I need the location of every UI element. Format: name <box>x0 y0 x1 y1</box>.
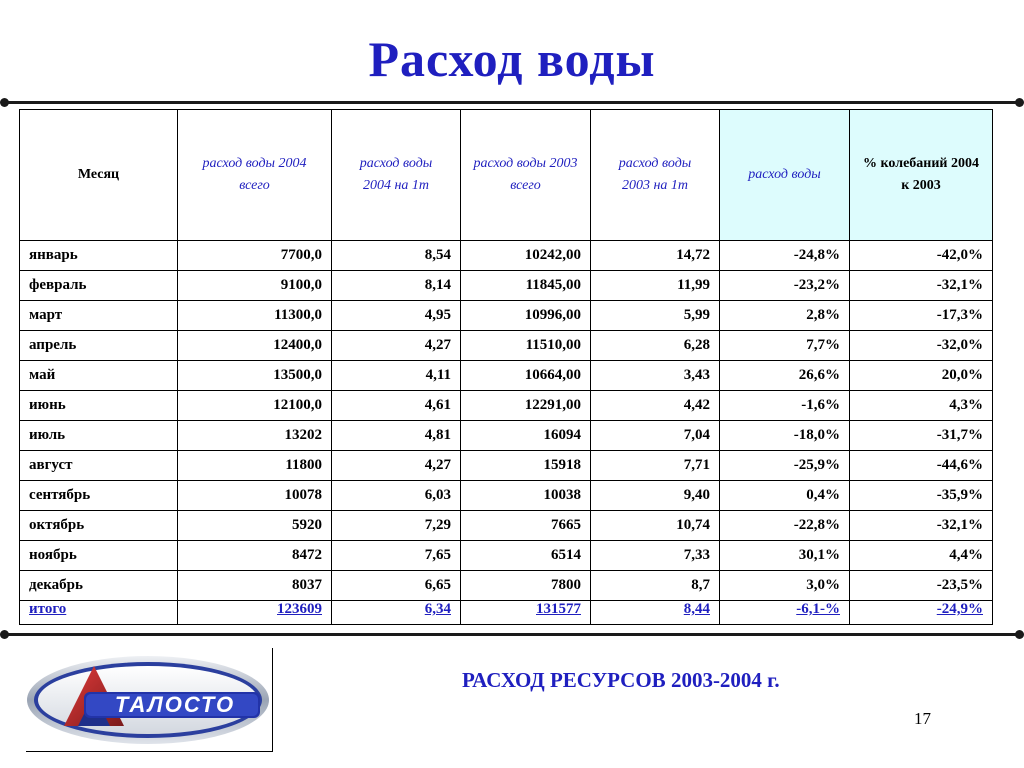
table-row <box>20 331 993 361</box>
divider-dot <box>1015 98 1024 107</box>
cell-2004-per-ton: 4,95 <box>332 301 461 331</box>
cell-water-change: 30,1% <box>720 541 850 571</box>
cell-2004-per-ton: 7,29 <box>332 511 461 541</box>
cell-water-change: -1,6% <box>720 391 850 421</box>
page-number: 17 <box>914 709 931 728</box>
cell-2004-per-ton: 4,81 <box>332 421 461 451</box>
slide-title: Расход воды <box>368 31 656 87</box>
cell-total-water-change: -6,1-% <box>720 601 850 625</box>
header-month: Месяц <box>20 110 178 241</box>
cell-2004-total: 5920 <box>178 511 332 541</box>
cell-percent-change: 4,3% <box>850 391 993 421</box>
cell-2004-total: 10078 <box>178 481 332 511</box>
table-row <box>20 361 993 391</box>
cell-water-change: 2,8% <box>720 301 850 331</box>
cell-percent-change: -17,3% <box>850 301 993 331</box>
table-row <box>20 241 993 271</box>
cell-percent-change: 20,0% <box>850 361 993 391</box>
divider-dot <box>1015 630 1024 639</box>
table-row <box>20 301 993 331</box>
cell-total-label: итого <box>20 601 178 625</box>
cell-2004-total: 8037 <box>178 571 332 601</box>
cell-water-change: 0,4% <box>720 481 850 511</box>
cell-month: май <box>20 361 178 391</box>
cell-2003-total: 10996,00 <box>461 301 591 331</box>
cell-month: август <box>20 451 178 481</box>
cell-2003-per-ton: 3,43 <box>591 361 720 391</box>
cell-2003-total: 10242,00 <box>461 241 591 271</box>
cell-2004-total: 12100,0 <box>178 391 332 421</box>
header-2004-per-ton: расход воды 2004 на 1т <box>332 110 461 241</box>
table-row <box>20 451 993 481</box>
header-2003-total: расход воды 2003 всего <box>461 110 591 241</box>
cell-2003-total: 12291,00 <box>461 391 591 421</box>
cell-2004-per-ton: 6,03 <box>332 481 461 511</box>
cell-2004-per-ton: 4,61 <box>332 391 461 421</box>
cell-water-change: -24,8% <box>720 241 850 271</box>
cell-2004-per-ton: 8,54 <box>332 241 461 271</box>
cell-2003-per-ton: 10,74 <box>591 511 720 541</box>
cell-2004-total: 12400,0 <box>178 331 332 361</box>
cell-percent-change: -42,0% <box>850 241 993 271</box>
header-2003-per-ton: расход воды 2003 на 1т <box>591 110 720 241</box>
table-row <box>20 571 993 601</box>
cell-month: сентябрь <box>20 481 178 511</box>
cell-2004-total: 13500,0 <box>178 361 332 391</box>
cell-total-2003-total: 131577 <box>461 601 591 625</box>
cell-total-2004-total: 123609 <box>178 601 332 625</box>
cell-2003-total: 7800 <box>461 571 591 601</box>
cell-percent-change: -31,7% <box>850 421 993 451</box>
table-row <box>20 541 993 571</box>
cell-2003-per-ton: 7,04 <box>591 421 720 451</box>
cell-2003-total: 11510,00 <box>461 331 591 361</box>
cell-percent-change: -23,5% <box>850 571 993 601</box>
cell-water-change: -18,0% <box>720 421 850 451</box>
cell-percent-change: 4,4% <box>850 541 993 571</box>
cell-water-change: 26,6% <box>720 361 850 391</box>
cell-percent-change: -35,9% <box>850 481 993 511</box>
cell-2003-per-ton: 9,40 <box>591 481 720 511</box>
table-row <box>20 391 993 421</box>
cell-month: июнь <box>20 391 178 421</box>
cell-2004-total: 13202 <box>178 421 332 451</box>
cell-water-change: -25,9% <box>720 451 850 481</box>
cell-percent-change: -32,0% <box>850 331 993 361</box>
cell-2004-per-ton: 4,27 <box>332 451 461 481</box>
table-total-row <box>20 601 993 625</box>
cell-2003-total: 10664,00 <box>461 361 591 391</box>
water-consumption-table <box>19 109 993 625</box>
cell-2004-per-ton: 7,65 <box>332 541 461 571</box>
cell-2004-total: 8472 <box>178 541 332 571</box>
cell-2003-total: 16094 <box>461 421 591 451</box>
header-percent-change: % колебаний 2004 к 2003 <box>850 110 993 241</box>
cell-2004-per-ton: 8,14 <box>332 271 461 301</box>
cell-water-change: -22,8% <box>720 511 850 541</box>
table-row <box>20 271 993 301</box>
cell-2003-per-ton: 7,71 <box>591 451 720 481</box>
top-divider <box>4 101 1020 104</box>
cell-month: декабрь <box>20 571 178 601</box>
cell-2003-per-ton: 11,99 <box>591 271 720 301</box>
cell-water-change: 3,0% <box>720 571 850 601</box>
cell-2003-total: 10038 <box>461 481 591 511</box>
table-row <box>20 511 993 541</box>
divider-dot <box>0 98 9 107</box>
cell-month: январь <box>20 241 178 271</box>
footer-caption: РАСХОД РЕСУРСОВ 2003-2004 г. <box>462 668 780 692</box>
cell-2003-per-ton: 4,42 <box>591 391 720 421</box>
cell-2004-per-ton: 4,11 <box>332 361 461 391</box>
cell-month: ноябрь <box>20 541 178 571</box>
cell-2004-total: 11300,0 <box>178 301 332 331</box>
table-header-row <box>20 110 993 241</box>
cell-2003-total: 15918 <box>461 451 591 481</box>
cell-month: октябрь <box>20 511 178 541</box>
cell-total-2004-per-ton: 6,34 <box>332 601 461 625</box>
cell-percent-change: -32,1% <box>850 511 993 541</box>
cell-month: апрель <box>20 331 178 361</box>
cell-2003-per-ton: 8,7 <box>591 571 720 601</box>
cell-2004-total: 11800 <box>178 451 332 481</box>
logo-wordmark: ТАЛОСТО <box>114 692 236 717</box>
table-row <box>20 421 993 451</box>
cell-2003-total: 6514 <box>461 541 591 571</box>
divider-dot <box>0 630 9 639</box>
cell-month: июль <box>20 421 178 451</box>
cell-2003-per-ton: 7,33 <box>591 541 720 571</box>
cell-2003-per-ton: 6,28 <box>591 331 720 361</box>
cell-2004-per-ton: 6,65 <box>332 571 461 601</box>
header-2004-total: расход воды 2004 всего <box>178 110 332 241</box>
cell-total-percent-change: -24,9% <box>850 601 993 625</box>
cell-water-change: -23,2% <box>720 271 850 301</box>
cell-total-2003-per-ton: 8,44 <box>591 601 720 625</box>
cell-2003-total: 11845,00 <box>461 271 591 301</box>
cell-2003-per-ton: 14,72 <box>591 241 720 271</box>
cell-percent-change: -44,6% <box>850 451 993 481</box>
cell-2003-total: 7665 <box>461 511 591 541</box>
cell-month: март <box>20 301 178 331</box>
cell-percent-change: -32,1% <box>850 271 993 301</box>
bottom-divider <box>4 633 1020 636</box>
cell-month: февраль <box>20 271 178 301</box>
cell-2004-total: 7700,0 <box>178 241 332 271</box>
cell-2004-total: 9100,0 <box>178 271 332 301</box>
header-water-change: расход воды <box>720 110 850 241</box>
cell-2003-per-ton: 5,99 <box>591 301 720 331</box>
cell-water-change: 7,7% <box>720 331 850 361</box>
table-row <box>20 481 993 511</box>
cell-2004-per-ton: 4,27 <box>332 331 461 361</box>
